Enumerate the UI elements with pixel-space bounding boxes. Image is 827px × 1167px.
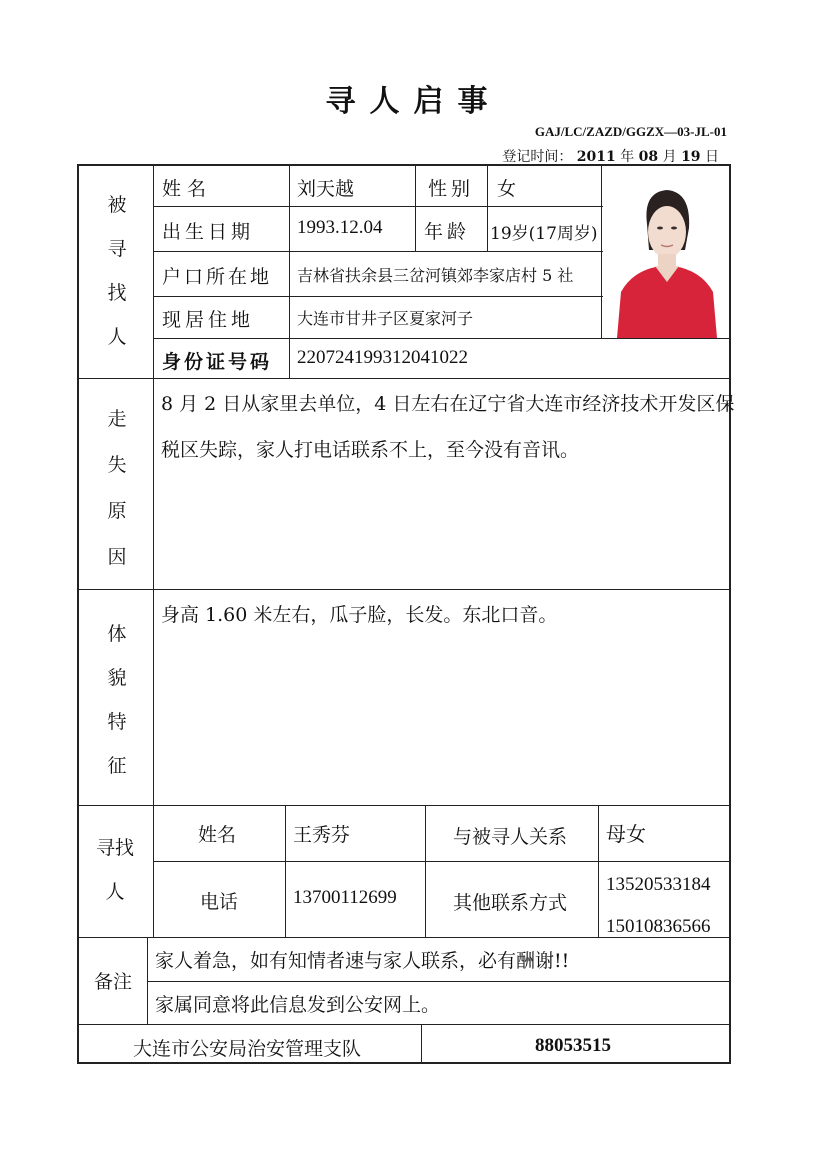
age-label: 年龄 xyxy=(424,221,471,243)
label-char: 失 xyxy=(107,454,127,476)
document-number: GAJ/LC/ZAZD/GGZX—03-JL-01 xyxy=(534,124,727,139)
seeker-phone-label: 电话 xyxy=(200,891,239,913)
row-divider xyxy=(153,206,603,207)
residence-label: 现居住地 xyxy=(162,309,255,331)
other-contact-1: 13520533184 xyxy=(606,874,711,895)
label-char: 征 xyxy=(107,755,127,777)
agency-phone: 88053515 xyxy=(535,1035,611,1056)
label-char: 原 xyxy=(107,500,127,522)
seeker-section-label xyxy=(86,826,144,914)
missing-person-name: 刘天越 xyxy=(297,178,355,200)
column-divider xyxy=(153,164,154,378)
column-divider xyxy=(425,805,426,937)
registration-day: 19 xyxy=(681,149,701,165)
seeker-name-label: 姓名 xyxy=(198,824,237,846)
section-divider xyxy=(77,378,731,379)
label-char: 特 xyxy=(107,711,127,733)
appearance-section-label xyxy=(102,612,132,788)
column-divider xyxy=(153,378,154,805)
missing-person-hukou: 吉林省扶余县三岔河镇郊李家店村 5 社 xyxy=(297,266,574,285)
column-divider xyxy=(601,164,602,338)
remarks-line-1: 家人着急，如有知情者速与家人联系，必有酬谢!! xyxy=(155,950,570,972)
row-divider xyxy=(147,981,731,982)
label-char: 因 xyxy=(107,546,127,568)
relation-label: 与被寻人关系 xyxy=(453,826,568,848)
missing-person-age: 19岁(17周岁) xyxy=(490,224,598,244)
row-divider xyxy=(153,338,731,339)
remarks-line-2: 家属同意将此信息发到公安网上。 xyxy=(155,994,441,1016)
disappearance-description xyxy=(161,381,734,473)
column-divider xyxy=(147,937,148,1024)
registration-date xyxy=(502,146,719,166)
appearance-description: 身高 1.60 米左右，瓜子脸，长发。东北口音。 xyxy=(161,604,558,626)
portrait-image xyxy=(603,166,729,338)
row-divider xyxy=(153,251,603,252)
missing-person-birth-date: 1993.12.04 xyxy=(297,217,383,238)
label-char: 找 xyxy=(107,282,127,304)
label-char: 被 xyxy=(107,194,127,216)
missing-person-gender: 女 xyxy=(497,178,517,200)
disappearance-section-label xyxy=(102,396,132,580)
name-label: 姓名 xyxy=(162,178,213,200)
column-divider xyxy=(415,164,416,251)
label-char: 人 xyxy=(105,881,125,903)
registration-month: 08 xyxy=(638,149,659,165)
hukou-label: 户口所在地 xyxy=(162,266,273,288)
registration-month-unit: 月 xyxy=(662,149,677,165)
registration-day-unit: 日 xyxy=(705,149,719,165)
label-char: 人 xyxy=(107,326,127,348)
column-divider xyxy=(421,1024,422,1064)
birth-date-label: 出生日期 xyxy=(162,221,255,243)
column-divider xyxy=(153,805,154,937)
column-divider xyxy=(289,164,290,378)
seeker-name: 王秀芬 xyxy=(293,824,351,846)
seeker-phone: 13700112699 xyxy=(293,887,397,908)
page-title: 寻人启事 xyxy=(325,84,502,119)
label-char: 体 xyxy=(107,623,127,645)
registration-year: 2011 xyxy=(576,149,616,165)
registration-label: 登记时间： xyxy=(502,149,573,165)
section-divider xyxy=(77,1024,731,1025)
missing-person-section-label xyxy=(102,183,132,359)
remarks-label: 备注 xyxy=(94,971,133,993)
column-divider xyxy=(487,164,488,251)
label-char: 寻找 xyxy=(95,837,134,859)
other-contact-label: 其他联系方式 xyxy=(453,892,568,914)
disappearance-line: 8 月 2 日从家里去单位，4 日左右在辽宁省大连市经济技术开发区保 xyxy=(161,393,735,415)
row-divider xyxy=(153,861,731,862)
missing-person-residence: 大连市甘井子区夏家河子 xyxy=(297,309,474,328)
column-divider xyxy=(285,805,286,937)
id-number-label: 身份证号码 xyxy=(162,351,273,373)
section-divider xyxy=(77,805,731,806)
registration-year-unit: 年 xyxy=(620,149,635,165)
column-divider xyxy=(598,805,599,937)
row-divider xyxy=(153,296,603,297)
missing-person-photo xyxy=(603,166,729,338)
label-char: 寻 xyxy=(107,238,127,260)
disappearance-line: 税区失踪，家人打电话联系不上，至今没有音讯。 xyxy=(161,439,580,461)
gender-label: 性别 xyxy=(428,178,475,200)
section-divider xyxy=(77,589,731,590)
label-char: 貌 xyxy=(107,667,127,689)
missing-person-id-number: 220724199312041022 xyxy=(297,347,468,368)
label-char: 走 xyxy=(107,408,127,430)
relation-value: 母女 xyxy=(606,822,646,846)
agency-name: 大连市公安局治安管理支队 xyxy=(133,1038,362,1060)
other-contact-2: 15010836566 xyxy=(606,916,711,937)
